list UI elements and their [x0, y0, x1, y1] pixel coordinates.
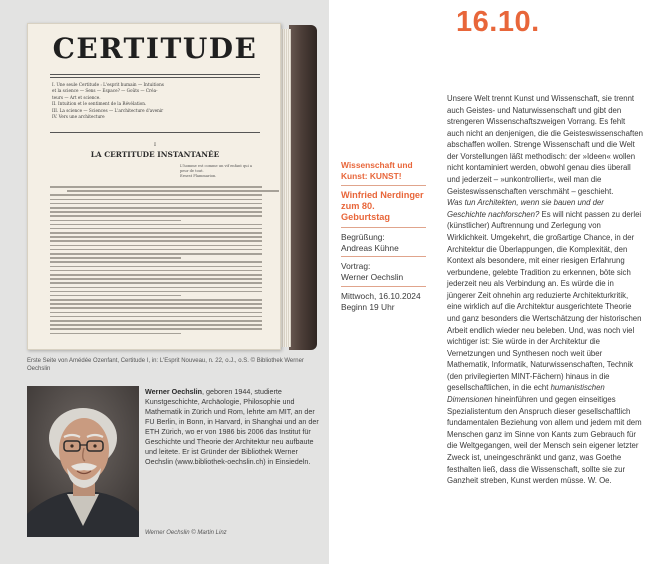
portrait-illustration — [27, 386, 139, 537]
paragraph-lead: Was tun Architekten, wenn sie bauen und der Geschichte nachforschen? — [447, 198, 604, 219]
book-illustration — [27, 21, 317, 352]
event-title: Wissenschaft und Kunst: KUNST! — [341, 160, 413, 181]
book-text-line — [50, 186, 262, 188]
book-text-line — [67, 190, 279, 192]
event-info — [341, 160, 426, 313]
book-text-line — [50, 245, 262, 247]
paragraph-emphasis: humanistischen Dimensionen — [447, 383, 605, 405]
book-text-line — [50, 312, 262, 314]
book-text-line — [50, 270, 262, 272]
book-subhead: LA CERTITUDE INSTANTANÉE — [90, 150, 220, 159]
event-honor: Winfried Nerdinger zum 80. Geburtstag — [341, 189, 424, 223]
divider — [341, 185, 426, 186]
book-epigraph: L'homme est comme un vif enfant qui a peur de tout. Ernest Flammarion. — [180, 164, 253, 178]
book-text-line — [50, 257, 181, 259]
toc-line: teurs — Art et science. — [52, 94, 101, 100]
paragraph — [447, 197, 643, 486]
book-text-line — [50, 224, 262, 226]
talk-label: Vortrag: — [341, 261, 371, 272]
paragraph: Unsere Welt trennt Kunst und Wissenschaft, sie trennt auch Geistes- und Naturwissenschaft und gibt den strengeren Wissenschaftszweigen Vorrang. Es fehlt auch nicht an denjenigen, die die Geisteswissenschaften abschaffen wollen. Strenge Wissenschaft und die Welt der Vorstellungen läßt methodisch: der »Ideen« wollen nicht kontaminiert werden, obwohl genau dies überall und jederzeit – »unkontrolliert«, weil man die Geisteswissenschaften verschmäht – geschieht. — [447, 94, 643, 196]
toc-line: III. La science — Sciences — L'architecture d'avenir — [52, 107, 164, 113]
book-text-line — [50, 199, 262, 201]
book-text-line — [50, 261, 262, 263]
divider — [341, 256, 426, 257]
bio-name: Werner Oechslin — [145, 387, 202, 396]
book-text-line — [50, 307, 262, 309]
book-text-line — [50, 324, 262, 326]
divider — [341, 286, 426, 287]
book-text-line — [50, 274, 262, 276]
book-text-line — [50, 282, 262, 284]
book-text-line — [50, 232, 262, 234]
book-text-line — [50, 215, 262, 217]
book-text-line — [50, 295, 181, 297]
toc-line: et la science — Sens — Espace? — Goûts — Créa- — [52, 88, 158, 94]
bio-body: , geboren 1944, studierte Kunstgeschichte, Archäologie, Philosophie und Mathematik in Zürich und Rom, lehrte am MIT, an der FU Berlin, in Bonn, in Harvard, in Shanghai und an der ETH Zürich, wo er von 1986 bis 2006 das Institut für Geschichte und Theorie der Architektur neu aufbaute und leitete. Er ist Gründer der Bibliothek Werner Oechslin (www.bibliothek-oechslin.ch) in Einsiedeln. — [145, 387, 319, 466]
book-page-title: CERTITUDE — [52, 32, 258, 65]
book-text-line — [50, 220, 181, 222]
book-caption: Erste Seite von Amédée Ozenfant, Certitude I, in: L'Esprit Nouveau, n. 22, o.J., o.S. © Bibliothek Werner Oechslin — [27, 358, 304, 373]
article-body — [447, 93, 643, 487]
book-text-line — [50, 194, 262, 196]
book-text-line — [50, 211, 262, 213]
portrait-photo — [27, 386, 139, 537]
greeting-label: Begrüßung: — [341, 231, 385, 242]
book-text-line — [50, 207, 262, 209]
toc-line: II. Intuition et le sentiment de la Révélation. — [52, 101, 147, 107]
book-text-line — [50, 249, 262, 251]
book-text-line — [50, 203, 262, 205]
event-date: 16.10. — [456, 6, 540, 38]
book-text-line — [50, 266, 262, 268]
book-text-line — [50, 303, 262, 305]
book-text-line — [50, 333, 181, 335]
toc-line: I. Une seule Certitude : L'esprit humain — Intuitions — [52, 82, 164, 87]
toc-line: IV. Vers une architecture — [52, 114, 105, 120]
book-body-text — [50, 186, 262, 337]
book-page — [27, 23, 281, 350]
paragraph-text: Es will nicht passen zu derlei (künstlicher) Auftrennung und Zerlegung von Wirklichkeit. Umgekehrt, die großartige Chance, in der Architektur die Überlappungen, die Komplexität, den Kontext als besondere, mit einer riesigen Erfahrung verbundene, gelebte Tradition zu erkennen, böte sich jederzeit neu als Verbindung an. Es würde die in jüngerer Zeit ohnehin arg reduzierte Architekturkritik, eine wirklich auf die Architektur ausgerichtete Theorie und ganz besonders die Wertschätzung der historischen Arbeit endlich wieder neu beleben. Und, was noch viel wichtiger ist: Sie würde in der Architektur die Vernetzungen und Synthesen noch weit über Mathematik, Informatik, Naturwissenschaften, Technik (den privilegierten MINT-Fächern) hinaus in die gesellschaftlichen, in die echt — [447, 209, 642, 393]
book-text-line — [50, 240, 262, 242]
book-text-line — [50, 320, 262, 322]
title-rule-thin — [50, 77, 260, 78]
book-text-line — [50, 316, 262, 318]
toc-rule — [50, 132, 260, 133]
talk-name: Werner Oechslin — [341, 272, 404, 283]
book-text-line — [50, 278, 262, 280]
book-section-number: I — [154, 142, 156, 148]
book-text-line — [50, 328, 262, 330]
book-spine — [289, 25, 317, 350]
event-start: Beginn 19 Uhr — [341, 301, 395, 312]
book-text-line — [50, 287, 262, 289]
photo-credit: Werner Oechslin © Martin Linz — [145, 530, 227, 536]
book-text-line — [50, 253, 262, 255]
book-text-line — [50, 228, 262, 230]
bio-text — [145, 387, 323, 467]
event-datetime: Mittwoch, 16.10.2024 — [341, 291, 421, 301]
book-toc — [52, 82, 260, 120]
divider — [341, 227, 426, 228]
title-rule — [50, 74, 260, 75]
book-text-line — [50, 291, 262, 293]
book-text-line — [50, 299, 262, 301]
paragraph-text: hineinführen und gegen einseitiges Spezialistentum den Anspruch dieser gesellschaftlich fundamentalen Beziehung von allem und jedem mit dem Menschen ganz im Sinne von Kants zum Gebrauch für die Weltgegangen, weil der Mensch sein eigener letzter Zweck ist, uneingeschränkt und ganz, was Goethe festhalten ließ, dass die Wissenschaft, sollte sie zur Ganzheit streben, Kunst werden müsse. W. Oe. — [447, 395, 642, 486]
greeting-name: Andreas Kühne — [341, 242, 399, 253]
book-text-line — [50, 236, 262, 238]
